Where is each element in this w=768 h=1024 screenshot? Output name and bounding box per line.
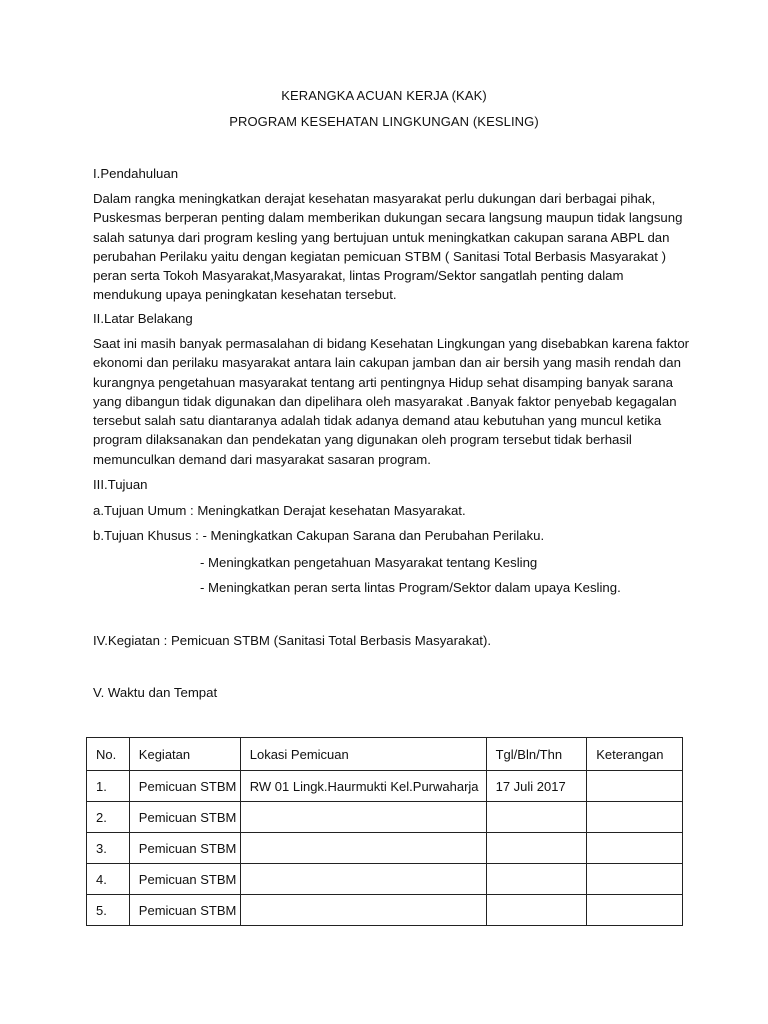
cell-lokasi: RW 01 Lingk.Haurmukti Kel.Purwaharja bbox=[240, 771, 486, 802]
cell-no: 3. bbox=[87, 833, 130, 864]
cell-lokasi bbox=[240, 864, 486, 895]
paragraph-line: ekonomi dan perilaku masyarakat antara lain cakupan jamban dan air bersih yang masih rendah dan bbox=[93, 355, 681, 371]
cell-kegiatan: Pemicuan STBM bbox=[129, 895, 240, 926]
schedule-table bbox=[86, 737, 683, 926]
paragraph-line: program dilaksanakan dan pendekatan yang digunakan oleh program tersebut tidak berhasil bbox=[93, 432, 632, 448]
document-subtitle: PROGRAM KESEHATAN LINGKUNGAN (KESLING) bbox=[229, 114, 539, 129]
tujuan-khusus-2: - Meningkatkan pengetahuan Masyarakat tentang Kesling bbox=[200, 555, 538, 570]
table-header-row bbox=[87, 738, 683, 771]
header-lokasi: Lokasi Pemicuan bbox=[240, 738, 486, 771]
paragraph-line: kurangnya pengetahuan masyarakat tentang arti pentingnya Hidup sehat disamping banyak sarana bbox=[93, 374, 673, 390]
cell-tanggal bbox=[486, 802, 587, 833]
paragraph-line: tersebut salah satu diantaranya adalah tidak adanya demand atau kebutuhan yang muncul ketika bbox=[93, 413, 662, 429]
document-title: KERANGKA ACUAN KERJA (KAK) bbox=[281, 88, 487, 103]
cell-tanggal: 17 Juli 2017 bbox=[486, 771, 587, 802]
section-heading-waktu-tempat: V. Waktu dan Tempat bbox=[93, 685, 218, 700]
cell-keterangan bbox=[587, 833, 683, 864]
cell-lokasi bbox=[240, 833, 486, 864]
cell-keterangan bbox=[587, 895, 683, 926]
cell-tanggal bbox=[486, 864, 587, 895]
cell-no: 2. bbox=[87, 802, 130, 833]
tujuan-khusus-3: - Meningkatkan peran serta lintas Program/Sektor dalam upaya Kesling. bbox=[200, 580, 621, 595]
cell-lokasi bbox=[240, 895, 486, 926]
header-keterangan: Keterangan bbox=[587, 738, 683, 771]
paragraph-line: Dalam rangka meningkatkan derajat kesehatan masyarakat perlu dukungan dari berbagai pihak, bbox=[93, 191, 656, 206]
paragraph-line: perubahan Perilaku yaitu dengan kegiatan pemicuan STBM ( Sanitasi Total Berbasis Masyarakat ) bbox=[93, 248, 666, 264]
cell-keterangan bbox=[587, 771, 683, 802]
header-tanggal: Tgl/Bln/Thn bbox=[486, 738, 587, 771]
table-row bbox=[87, 864, 683, 895]
paragraph-line: peran serta Tokoh Masyarakat,Masyarakat, lintas Program/Sektor sangatlah penting dalam bbox=[93, 268, 624, 284]
cell-kegiatan: Pemicuan STBM bbox=[129, 771, 240, 802]
table-row bbox=[87, 833, 683, 864]
cell-kegiatan: Pemicuan STBM bbox=[129, 864, 240, 895]
header-kegiatan: Kegiatan bbox=[129, 738, 240, 771]
header-no: No. bbox=[87, 738, 130, 771]
cell-keterangan bbox=[587, 864, 683, 895]
tujuan-khusus-1: b.Tujuan Khusus : - Meningkatkan Cakupan Sarana dan Perubahan Perilaku. bbox=[93, 528, 545, 543]
paragraph-line: Puskesmas berperan penting dalam memberikan dukungan secara langsung maupun tidak langsung bbox=[93, 210, 683, 226]
cell-no: 1. bbox=[87, 771, 130, 802]
section-heading-pendahuluan: I.Pendahuluan bbox=[93, 166, 179, 181]
section-heading-tujuan: III.Tujuan bbox=[93, 477, 148, 492]
paragraph-line: salah satunya dari program kesling yang bertujuan untuk meningkatkan cakupan sarana ABPL dan bbox=[93, 229, 670, 245]
cell-tanggal bbox=[486, 895, 587, 926]
cell-kegiatan: Pemicuan STBM bbox=[129, 802, 240, 833]
cell-keterangan bbox=[587, 802, 683, 833]
cell-tanggal bbox=[486, 833, 587, 864]
paragraph-line: yang dibangun tidak digunakan dan dipelihara oleh masyarakat .Banyak faktor penyebab kegagalan bbox=[93, 393, 677, 409]
section-heading-latar-belakang: II.Latar Belakang bbox=[93, 311, 193, 326]
cell-kegiatan: Pemicuan STBM bbox=[129, 833, 240, 864]
section-heading-kegiatan: IV.Kegiatan : Pemicuan STBM (Sanitasi Total Berbasis Masyarakat). bbox=[93, 633, 492, 648]
table-row bbox=[87, 895, 683, 926]
table-row bbox=[87, 771, 683, 802]
paragraph-line: memunculkan demand dari masyarakat sasaran program. bbox=[93, 451, 431, 467]
cell-no: 5. bbox=[87, 895, 130, 926]
paragraph-latar-belakang bbox=[93, 334, 690, 469]
paragraph-line: Saat ini masih banyak permasalahan di bidang Kesehatan Lingkungan yang disebabkan karena faktor bbox=[93, 336, 690, 351]
cell-no: 4. bbox=[87, 864, 130, 895]
tujuan-umum: a.Tujuan Umum : Meningkatkan Derajat kesehatan Masyarakat. bbox=[93, 503, 466, 518]
paragraph-pendahuluan bbox=[93, 189, 683, 305]
table-row bbox=[87, 802, 683, 833]
cell-lokasi bbox=[240, 802, 486, 833]
paragraph-line: mendukung upaya peningkatan kesehatan tersebut. bbox=[93, 287, 397, 303]
